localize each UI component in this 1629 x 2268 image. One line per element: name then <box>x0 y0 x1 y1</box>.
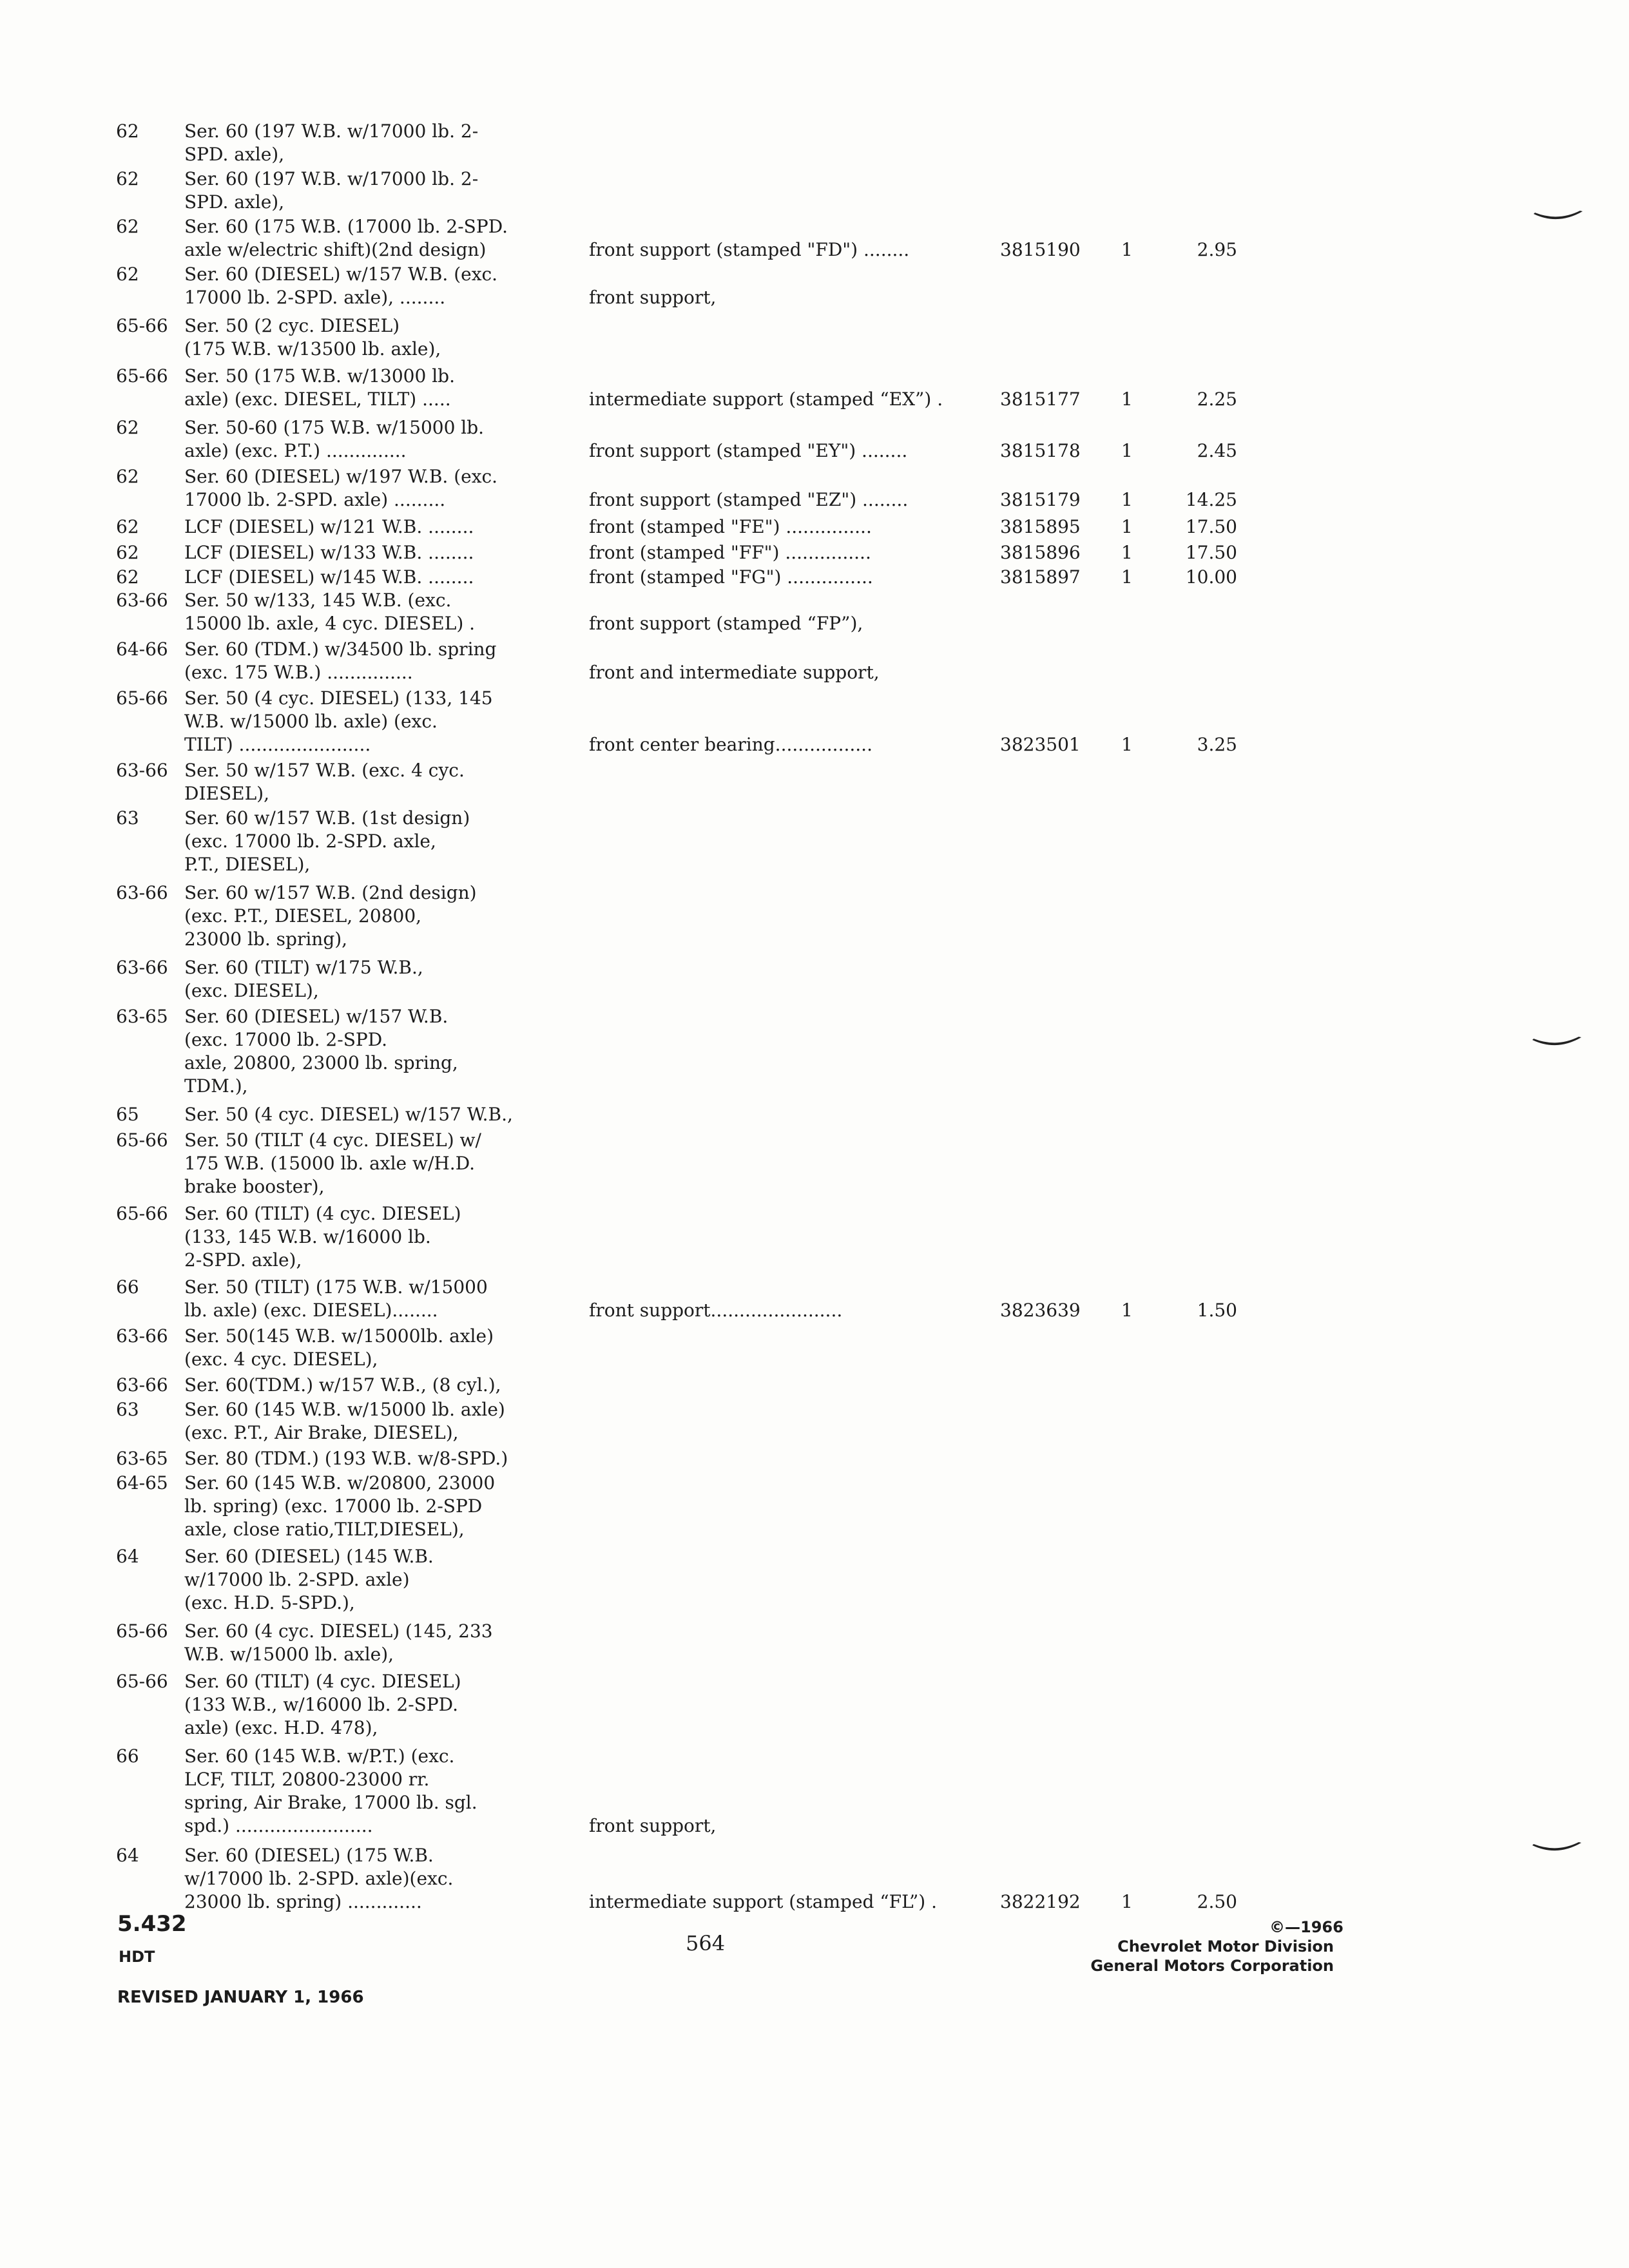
part-description: front support (stamped “FP”), <box>589 613 863 634</box>
model-year: 63 <box>116 1399 139 1420</box>
model-line: axle) (exc. H.D. 478), <box>184 1717 378 1738</box>
model-year: 62 <box>116 417 139 438</box>
model-line: TDM.), <box>184 1075 248 1097</box>
part-number: 3815177 <box>1000 389 1081 410</box>
model-line: Ser. 60 (TILT) (4 cyc. DIESEL) <box>184 1203 461 1224</box>
model-line: Ser. 50 (TILT (4 cyc. DIESEL) w/ <box>184 1129 481 1151</box>
part-number: 3815896 <box>1000 542 1081 563</box>
page-number: 564 <box>686 1931 726 1956</box>
model-year: 64-65 <box>116 1472 168 1494</box>
model-line: DIESEL), <box>184 783 269 804</box>
model-year: 62 <box>116 566 139 588</box>
model-line: Ser. 50 (4 cyc. DIESEL) w/157 W.B., <box>184 1104 513 1125</box>
part-description: front support, <box>589 287 717 308</box>
model-line: Ser. 50 (TILT) (175 W.B. w/15000 <box>184 1276 488 1298</box>
model-year: 65-66 <box>116 1620 168 1642</box>
part-description: front center bearing................. <box>589 734 872 755</box>
quantity: 1 <box>1121 239 1133 260</box>
model-year: 62 <box>116 516 139 537</box>
model-line: Ser. 60 (TILT) w/175 W.B., <box>184 957 423 978</box>
binding-mark-icon <box>1532 210 1584 222</box>
quantity: 1 <box>1121 389 1133 410</box>
model-line: (exc. 175 W.B.) ............... <box>184 662 413 683</box>
model-line: (exc. H.D. 5-SPD.), <box>184 1592 355 1613</box>
model-year: 63-66 <box>116 590 168 611</box>
model-line: Ser. 80 (TDM.) (193 W.B. w/8-SPD.) <box>184 1448 508 1469</box>
publisher-corporation: General Motors Corporation <box>1090 1957 1334 1975</box>
part-number: 3815897 <box>1000 566 1081 588</box>
model-year: 65-66 <box>116 365 168 387</box>
model-line: axle w/electric shift)(2nd design) <box>184 239 487 260</box>
price: 2.25 <box>1197 389 1237 410</box>
model-year: 63-65 <box>116 1006 168 1027</box>
model-line: Ser. 60 w/157 W.B. (1st design) <box>184 807 470 829</box>
model-line: axle) (exc. P.T.) .............. <box>184 440 407 461</box>
model-line: axle) (exc. DIESEL, TILT) ..... <box>184 389 451 410</box>
quantity: 1 <box>1121 566 1133 588</box>
quantity: 1 <box>1121 489 1133 510</box>
part-description: front support....................... <box>589 1300 843 1321</box>
part-number: 3822192 <box>1000 1891 1081 1912</box>
model-line: Ser. 60(TDM.) w/157 W.B., (8 cyl.), <box>184 1374 501 1396</box>
model-line: Ser. 50 (4 cyc. DIESEL) (133, 145 <box>184 687 493 709</box>
price: 1.50 <box>1197 1300 1237 1321</box>
model-line: 15000 lb. axle, 4 cyc. DIESEL) . <box>184 613 476 634</box>
price: 2.45 <box>1197 440 1237 461</box>
quantity: 1 <box>1121 734 1133 755</box>
model-line: (exc. 17000 lb. 2-SPD. <box>184 1029 388 1050</box>
model-year: 63-66 <box>116 957 168 978</box>
model-year: 64 <box>116 1845 139 1866</box>
model-year: 63-66 <box>116 882 168 903</box>
price: 17.50 <box>1185 516 1237 537</box>
model-line: (133 W.B., w/16000 lb. 2-SPD. <box>184 1694 459 1715</box>
model-year: 65-66 <box>116 687 168 709</box>
model-line: W.B. w/15000 lb. axle) (exc. <box>184 711 438 732</box>
model-line: spd.) ........................ <box>184 1815 373 1836</box>
part-description: intermediate support (stamped “FL”) . <box>589 1891 938 1912</box>
model-year: 65-66 <box>116 1203 168 1224</box>
model-line: (exc. 4 cyc. DIESEL), <box>184 1349 378 1370</box>
model-year: 66 <box>116 1276 139 1298</box>
part-number: 3815895 <box>1000 516 1081 537</box>
model-line: 2-SPD. axle), <box>184 1249 302 1271</box>
part-number: 3815178 <box>1000 440 1081 461</box>
model-line: 17000 lb. 2-SPD. axle) ......... <box>184 489 446 510</box>
model-year: 63-65 <box>116 1448 168 1469</box>
model-year: 65-66 <box>116 1671 168 1692</box>
model-line: Ser. 60 (DIESEL) (145 W.B. <box>184 1546 434 1567</box>
part-number: 3823501 <box>1000 734 1081 755</box>
part-description: front support (stamped "FD") ........ <box>589 239 910 260</box>
model-year: 66 <box>116 1745 139 1767</box>
model-line: (175 W.B. w/13500 lb. axle), <box>184 338 441 360</box>
model-line: Ser. 60 (DIESEL) w/157 W.B. <box>184 1006 448 1027</box>
section-number: 5.432 <box>117 1911 187 1937</box>
publisher-division: Chevrolet Motor Division <box>1117 1937 1334 1956</box>
model-year: 65-66 <box>116 315 168 336</box>
model-line: axle, 20800, 23000 lb. spring, <box>184 1052 458 1073</box>
part-number: 3815179 <box>1000 489 1081 510</box>
model-line: Ser. 60 (TILT) (4 cyc. DIESEL) <box>184 1671 461 1692</box>
model-line: SPD. axle), <box>184 191 285 213</box>
model-line: Ser. 60 (197 W.B. w/17000 lb. 2- <box>184 168 479 189</box>
model-line: (exc. 17000 lb. 2-SPD. axle, <box>184 831 436 852</box>
model-line: brake booster), <box>184 1176 325 1197</box>
model-year: 62 <box>116 168 139 189</box>
model-line: Ser. 60 (DIESEL) (175 W.B. <box>184 1845 434 1866</box>
model-line: LCF (DIESEL) w/133 W.B. ........ <box>184 542 474 563</box>
model-line: 17000 lb. 2-SPD. axle), ........ <box>184 287 446 308</box>
model-line: (exc. DIESEL), <box>184 980 319 1001</box>
model-line: lb. axle) (exc. DIESEL)........ <box>184 1300 438 1321</box>
price: 2.50 <box>1197 1891 1237 1912</box>
model-line: Ser. 60 (145 W.B. w/15000 lb. axle) <box>184 1399 505 1420</box>
quantity: 1 <box>1121 1891 1133 1912</box>
model-line: Ser. 60 (DIESEL) w/157 W.B. (exc. <box>184 264 498 285</box>
model-line: Ser. 60 (4 cyc. DIESEL) (145, 233 <box>184 1620 493 1642</box>
model-line: Ser. 50-60 (175 W.B. w/15000 lb. <box>184 417 485 438</box>
quantity: 1 <box>1121 1300 1133 1321</box>
model-line: Ser. 60 (197 W.B. w/17000 lb. 2- <box>184 120 479 142</box>
price: 17.50 <box>1185 542 1237 563</box>
model-line: Ser. 60 w/157 W.B. (2nd design) <box>184 882 477 903</box>
model-line: 175 W.B. (15000 lb. axle w/H.D. <box>184 1153 476 1174</box>
model-line: TILT) ....................... <box>184 734 371 755</box>
model-line: Ser. 50 w/157 W.B. (exc. 4 cyc. <box>184 760 465 781</box>
model-line: 23000 lb. spring) ............. <box>184 1891 422 1912</box>
model-year: 62 <box>116 264 139 285</box>
model-year: 63 <box>116 807 139 829</box>
model-line: (133, 145 W.B. w/16000 lb. <box>184 1226 431 1247</box>
part-number: 3823639 <box>1000 1300 1081 1321</box>
model-line: spring, Air Brake, 17000 lb. sgl. <box>184 1792 477 1813</box>
model-line: (exc. P.T., DIESEL, 20800, <box>184 905 422 927</box>
part-description: front and intermediate support, <box>589 662 880 683</box>
model-line: Ser. 50 (2 cyc. DIESEL) <box>184 315 400 336</box>
price: 3.25 <box>1197 734 1237 755</box>
model-line: Ser. 60 (175 W.B. (17000 lb. 2-SPD. <box>184 216 508 237</box>
model-line: Ser. 50(145 W.B. w/15000lb. axle) <box>184 1325 494 1347</box>
part-number: 3815190 <box>1000 239 1081 260</box>
binding-mark-icon <box>1531 1841 1583 1853</box>
model-line: (exc. P.T., Air Brake, DIESEL), <box>184 1422 459 1443</box>
binding-mark-icon <box>1531 1036 1583 1048</box>
model-line: Ser. 60 (TDM.) w/34500 lb. spring <box>184 639 497 660</box>
quantity: 1 <box>1121 516 1133 537</box>
part-description: front (stamped "FE") ............... <box>589 516 872 537</box>
model-line: LCF, TILT, 20800-23000 rr. <box>184 1769 430 1790</box>
price: 2.95 <box>1197 239 1237 260</box>
model-line: axle, close ratio,TILT,DIESEL), <box>184 1519 465 1540</box>
part-description: front support (stamped "EZ") ........ <box>589 489 909 510</box>
quantity: 1 <box>1121 440 1133 461</box>
model-line: Ser. 60 (145 W.B. w/20800, 23000 <box>184 1472 496 1494</box>
model-year: 63-66 <box>116 1374 168 1396</box>
model-year: 65-66 <box>116 1129 168 1151</box>
model-year: 62 <box>116 542 139 563</box>
model-line: 23000 lb. spring), <box>184 928 348 950</box>
model-year: 62 <box>116 216 139 237</box>
model-year: 65 <box>116 1104 139 1125</box>
model-line: Ser. 50 (175 W.B. w/13000 lb. <box>184 365 455 387</box>
copyright: ©—1966 <box>1269 1918 1344 1936</box>
price: 14.25 <box>1185 489 1237 510</box>
model-line: SPD. axle), <box>184 144 285 165</box>
part-description: front support, <box>589 1815 717 1836</box>
quantity: 1 <box>1121 542 1133 563</box>
model-line: lb. spring) (exc. 17000 lb. 2-SPD <box>184 1495 483 1517</box>
part-description: front (stamped "FF") ............... <box>589 542 871 563</box>
model-year: 64 <box>116 1546 139 1567</box>
part-description: front support (stamped "EY") ........ <box>589 440 908 461</box>
model-line: LCF (DIESEL) w/145 W.B. ........ <box>184 566 474 588</box>
model-line: P.T., DIESEL), <box>184 854 311 875</box>
model-year: 62 <box>116 466 139 487</box>
section-code: HDT <box>119 1948 155 1966</box>
model-line: LCF (DIESEL) w/121 W.B. ........ <box>184 516 474 537</box>
model-line: W.B. w/15000 lb. axle), <box>184 1644 394 1665</box>
part-description: front (stamped "FG") ............... <box>589 566 873 588</box>
model-year: 62 <box>116 120 139 142</box>
model-year: 63-66 <box>116 760 168 781</box>
model-line: Ser. 60 (145 W.B. w/P.T.) (exc. <box>184 1745 455 1767</box>
revised-date: REVISED JANUARY 1, 1966 <box>117 1988 364 2007</box>
part-description: intermediate support (stamped “EX”) . <box>589 389 943 410</box>
model-year: 63-66 <box>116 1325 168 1347</box>
model-line: Ser. 60 (DIESEL) w/197 W.B. (exc. <box>184 466 498 487</box>
model-line: w/17000 lb. 2-SPD. axle)(exc. <box>184 1868 454 1889</box>
model-year: 64-66 <box>116 639 168 660</box>
price: 10.00 <box>1185 566 1237 588</box>
model-line: Ser. 50 w/133, 145 W.B. (exc. <box>184 590 452 611</box>
model-line: w/17000 lb. 2-SPD. axle) <box>184 1569 410 1590</box>
